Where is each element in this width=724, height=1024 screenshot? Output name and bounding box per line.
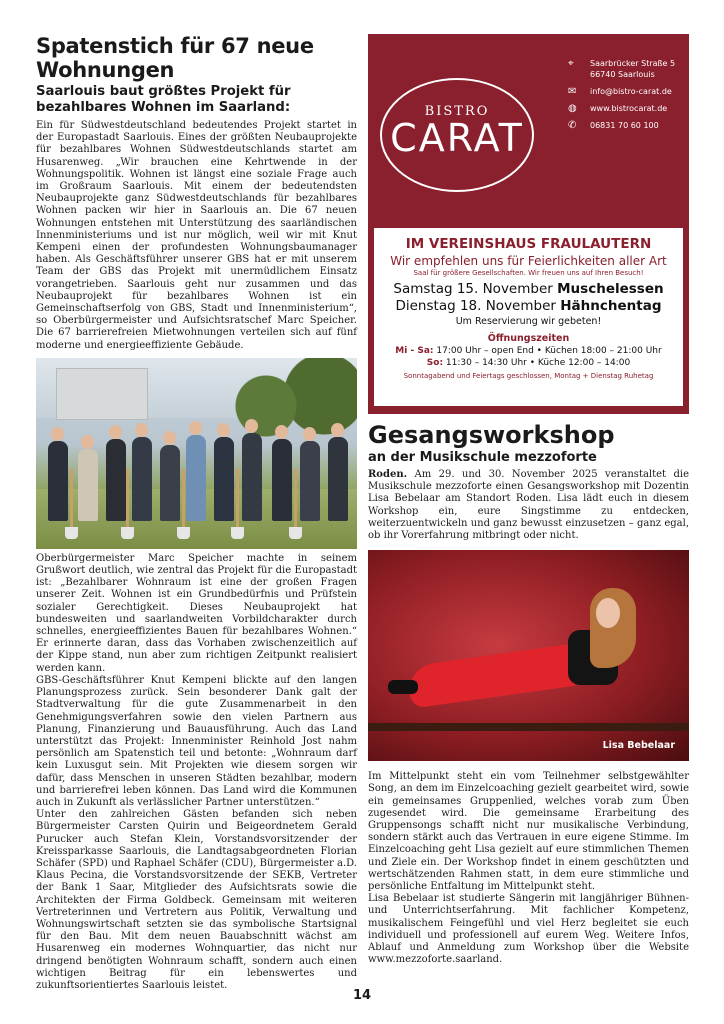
ad-event [374, 281, 683, 297]
lead-text: Am 29. und 30. November 2025 veranstaltet die Musikschule mezzoforte einen Gesangsworkshop mit Dozentin Lisa Bebelaar am Standort Roden. Lisa lädt euch in diesem Workshop ein, eure Singstimme zu entdecken, weiterzuentwickeln und ganz bewusst einzusetzen – ganz egal, ob ihr Vorerfahrung mitbringt oder nicht. [368, 469, 689, 542]
phone-icon: ✆ [568, 120, 577, 131]
article-headline: Spatenstich für 67 neue Wohnungen [36, 34, 314, 82]
event-date: Samstag 15. November [393, 281, 553, 297]
event-name: Hähnchentag [560, 298, 662, 314]
ad-tagline: Wir empfehlen uns für Feierlichkeiten aller Art [390, 254, 667, 268]
ad-hours [374, 346, 683, 356]
address-street: Saarbrücker Straße 5 [590, 59, 676, 68]
hours-text: 11:30 – 14:30 Uhr • Küche 12:00 – 14:00 [445, 358, 631, 368]
article-spatenstich [36, 34, 357, 992]
article-subheadline: an der Musikschule mezzoforte [368, 450, 597, 465]
ad-email: info@bistro-carat.de [590, 87, 672, 96]
ad-venue: IM VEREINSHAUS FRAULAUTERN [405, 236, 652, 252]
logo-carat: CARAT [390, 116, 524, 160]
article-body [36, 120, 357, 352]
address-city: 66740 Saarlouis [590, 70, 655, 79]
ad-event [374, 298, 683, 314]
logo-bistro: BISTRO [424, 104, 490, 119]
ad-website: www.bistrocarat.de [590, 104, 668, 113]
photo-caption: Lisa Bebelaar [602, 740, 675, 752]
event-name: Muschelessen [557, 281, 664, 297]
page-number: 14 [352, 988, 372, 1003]
ad-reservation: Um Reservierung wir gebeten! [455, 316, 602, 327]
location-pin-icon: ⌖ [568, 58, 574, 69]
ad-panel [374, 228, 683, 406]
email-icon: ✉ [568, 86, 577, 97]
event-date: Dienstag 18. November [395, 298, 556, 314]
article-paragraph: Oberbürgermeister Marc Speicher machte in seinem Grußwort deutlich, wie zentral das Projekt für die Europastadt ist: „Bezahlbarer Wohnraum ist eine der großen Fragen unserer Zeit. Wohnen ist ein Grundbedürfnis und Prüfstein sozialer Gerechtigkeit. Dieses Neubauprojekt hat bundesweiten und saarlandweiten Vorbildcharakter durch schnelles, energieeffizientes Bauen für bezahlbares Wohnen.“ Er erinnerte daran, dass das Vorhaben zwischenzeitlich auf der Kippe stand, nun aber zum richtigen Zeitpunkt realisiert werden kann. [36, 552, 357, 674]
ad-phone: 06831 70 60 100 [590, 121, 659, 130]
singer-photo [368, 550, 689, 761]
article-paragraph: Im Mittelpunkt steht ein vom Teilnehmer selbstgewählter Song, an dem im Einzelcoaching gezielt gearbeitet wird, sowie ein gemeinsames Gruppenlied, welches vorab zum Üben zugesendet wird. Die gemeinsame Erarbeitung des Gruppensongs schafft nicht nur musikalische Verbindung, sondern stärkt auch das Vertrauen in eure eigene Stimme. Im Einzelcoaching geht Lisa gezielt auf eure stimmlichen Themen und Ziele ein. Der Workshop findet in einem geschützten und wertschätzenden Rahmen statt, in dem eure stimmliche und persönliche Entfaltung im Mittelpunkt steht. [368, 771, 689, 893]
article-paragraph: Ein für Südwestdeutschland bedeutendes Projekt startet in der Europastadt Saarlouis. Eines der größten Neubauprojekte für bezahlbares Wohnen Südwestdeutschlands startet am Husarenweg. „Wir brauchen eine Kehrtwende in der Wohnungspolitik. Wohnen ist längst eine soziale Frage auch im Großraum Saarlouis. Mit einem der bedeutendsten Neubauprojekte ganz Südwestdeutschlands für bezahlbares Wohnen packen wir hier in Saarlouis an. Die 67 neuen Wohnungen entstehen mit Unterstützung des saarländischen Innenministeriums und ist nur möglich, weil wir mit Knut Kempeni einen der profundesten Wohnungsbaumanager haben. Als Geschäftsführer unserer GBS hat er mit unserem Team der GBS das Projekt mit unermüdlichem Einsatz vorangetrieben. Saarlouis geht nur zusammen und das Neubauprojekt für bezahlbares Wohnen ist ein Gemeinschaftserfolg von GBS, Stadt und Innenministerium“, so Oberbürgermeister und Aufsichtsratschef Marc Speicher. Die 67 barrierefreien Mietwohnungen verteilen sich auf fünf moderne und energieeffiziente Gebäude. [36, 120, 357, 351]
article-lead [368, 469, 689, 542]
ad-hall: Saal für größere Gesellschaften. Wir freuen uns auf Ihren Besuch! [413, 269, 644, 277]
ad-hours-title: Öffnungszeiten [487, 333, 570, 344]
article-paragraph: Unter den zahlreichen Gästen befanden sich neben Bürgermeister Carsten Quirin und Beigeordnetem Gerald Purucker auch Stefan Klein, Vorstandsvorsitzender der Kreissparkasse Saarlouis, die Landtagsabgeordneten Florian Schäfer (SPD) und Raphael Schäfer (CDU), Bürgermeister a.D. Klaus Pecina, die Vorstandsvorsitzende der SEKB, Vertreter der Bank 1 Saar, Mitglieder des Aufsichtsrats sowie die Architekten der Firma Goldbeck. Gemeinsam mit weiteren Vertreterinnen und Vertretern aus Politik, Verwaltung und Wohnungswirtschaft setzten sie das symbolische Startsignal für den Bau. Mit dem neuen Bauabschnitt wächst am Husarenweg ein modernes Wohnquartier, das nicht nur dringend benötigten Wohnraum schafft, sondern auch einen wichtigen Beitrag für ein lebenswertes und zukunftsorientiertes Saarlouis leistet. [36, 809, 357, 991]
dateline: Roden. [368, 469, 408, 480]
article-headline: Gesangsworkshop [368, 421, 615, 449]
bistro-carat-ad [368, 34, 689, 414]
ad-contact [568, 58, 675, 137]
article-paragraph: Lisa Bebelaar ist studierte Sängerin mit langjähriger Bühnen- und Unterrichtserfahrung. Mit fachlicher Kompetenz, musikalischem Feingefühl und viel Herz begleitet sie euch individuell und professionell auf eurem Weg. Weitere Infos, Ablauf und Anmeldung zum Workshop über die Website www.mezzoforte.saarland. [368, 893, 689, 966]
hours-text: 17:00 Uhr – open End • Küchen 18:00 – 21:00 Uhr [436, 346, 662, 356]
article-body [368, 771, 689, 966]
groundbreaking-photo [36, 358, 357, 549]
right-column [368, 34, 689, 966]
ad-hours [374, 358, 683, 368]
hours-days: Mi - Sa: [395, 346, 434, 356]
article-body-continued [36, 553, 357, 992]
article-paragraph: GBS-Geschäftsführer Knut Kempeni blickte auf den langen Planungsprozess zurück. Sein besonderer Dank galt der Stadtverwaltung für die gute Zusammenarbeit in den Genehmigungsverfahren sowie den vielen Partnern aus Planung, Finanzierung und Bauausführung. Auch das Land unterstützt das Projekt: Innenminister Reinhold Jost nahm persönlich am Spatenstich teil und betonte: „Wohnraum darf kein Luxusgut sein. Mit Projekten wie diesem sorgen wir dafür, dass Menschen in unseren Städten bezahlbar, modern und barrierefrei leben können. Das Land wird die Kommunen auch in Zukunft als verlässlicher Partner unterstützen.“ [36, 674, 357, 808]
article-subheadline: Saarlouis baut größtes Projekt für bezahlbares Wohnen im Saarland: [36, 84, 291, 115]
globe-icon: ◍ [568, 103, 577, 114]
ad-closed: Sonntagabend und Feiertags geschlossen, Montag + Dienstag Ruhetag [403, 372, 654, 380]
hours-days: So: [426, 358, 444, 368]
bistro-carat-logo [380, 78, 534, 192]
